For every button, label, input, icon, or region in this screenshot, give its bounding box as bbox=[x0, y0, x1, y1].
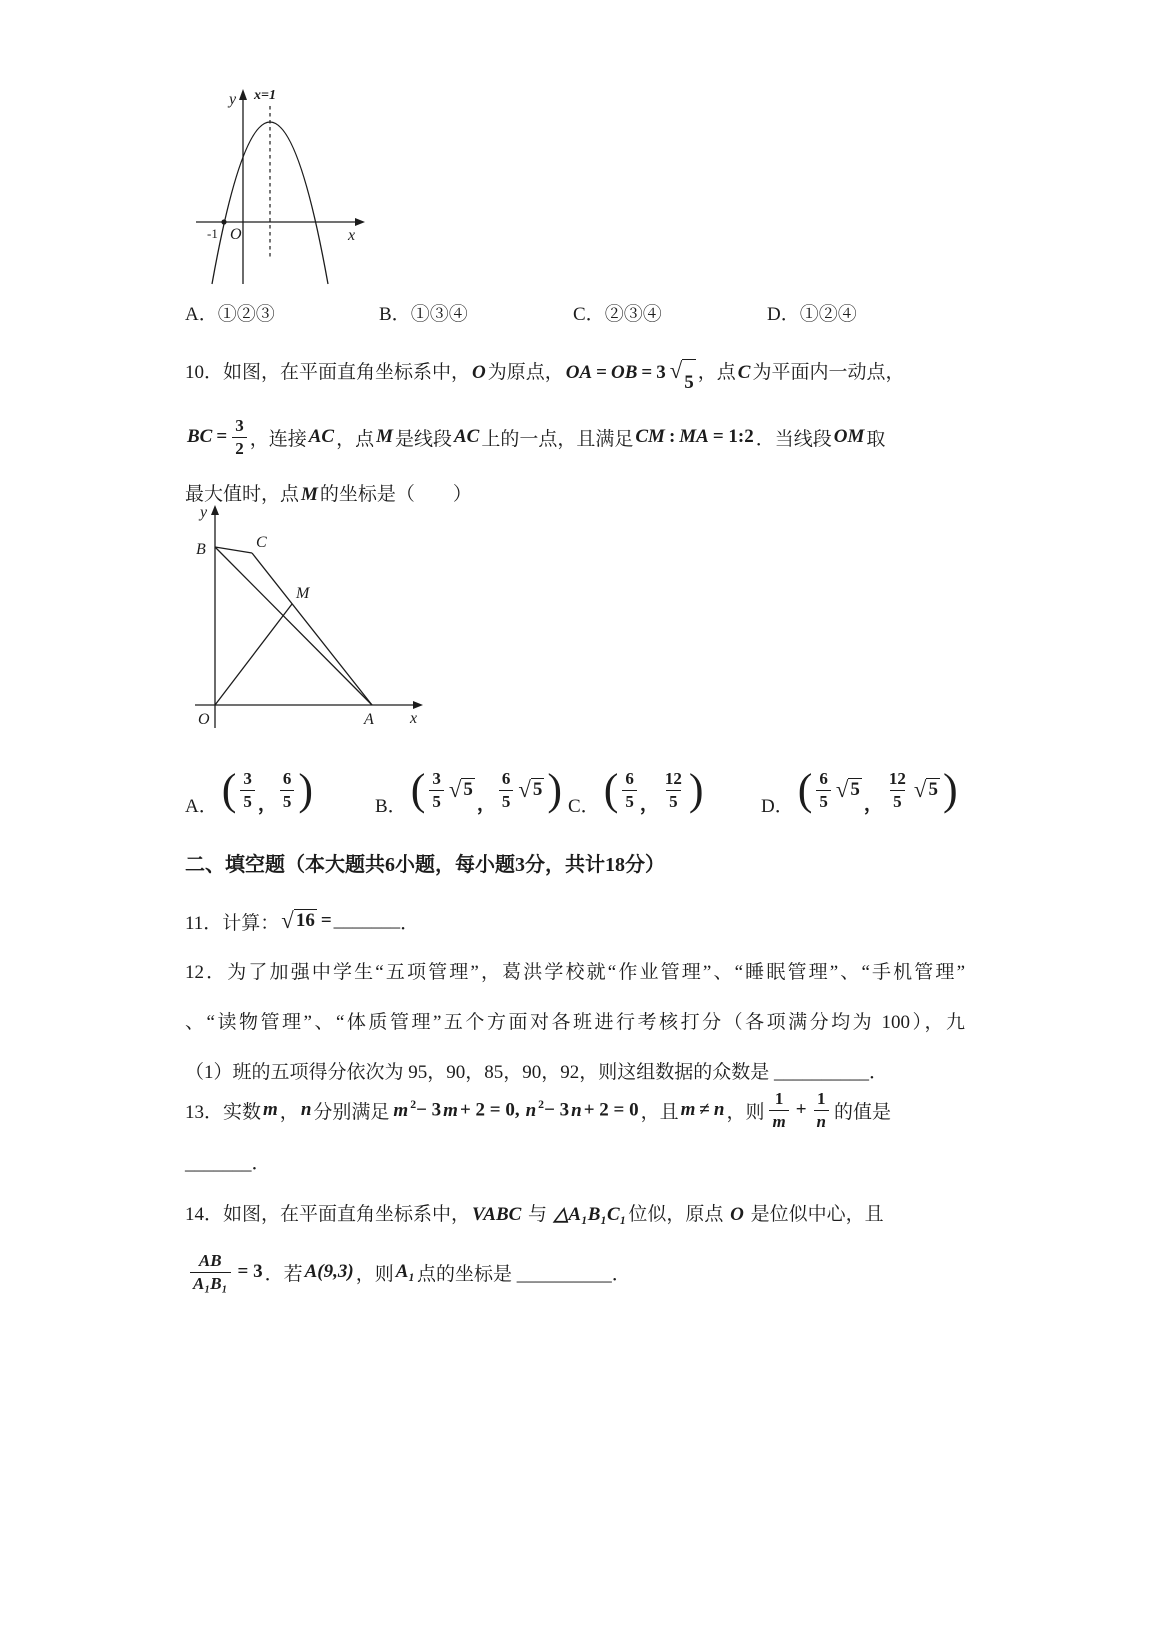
q13-text: 分别满足 bbox=[313, 1101, 390, 1123]
radical-icon: √ bbox=[448, 777, 462, 803]
q11-text: 11．计算： bbox=[185, 912, 280, 934]
fraction-denominator: 5 bbox=[429, 790, 444, 812]
q13-eq-part: + 2 = 0 bbox=[583, 1099, 639, 1121]
fig1-y-arrow-icon bbox=[239, 89, 247, 100]
fraction bbox=[767, 1088, 790, 1132]
open-paren: ( bbox=[221, 765, 237, 814]
fraction bbox=[662, 768, 685, 812]
fig1-neg-one-label: -1 bbox=[207, 226, 218, 241]
q10-eq: = bbox=[216, 426, 228, 447]
q14-line1 bbox=[185, 1192, 970, 1238]
fraction bbox=[429, 768, 444, 812]
fraction bbox=[886, 768, 909, 812]
q10-text: 取 bbox=[866, 428, 886, 450]
sqrt-expression bbox=[670, 359, 696, 406]
comma: ， bbox=[257, 794, 277, 815]
fraction-numerator: 6 bbox=[282, 769, 292, 789]
radical-icon: √ bbox=[669, 358, 683, 383]
q10-text: 最大值时，点 bbox=[185, 484, 300, 505]
q14-line2 bbox=[185, 1240, 631, 1304]
q13-var-m: m bbox=[263, 1099, 278, 1120]
q13-blank: _______ bbox=[185, 1153, 252, 1174]
q14-var-O: O bbox=[730, 1204, 744, 1225]
q9-option-c-text: ②③④ bbox=[604, 304, 662, 325]
q14-text: 14．如图，在平面直角坐标系中， bbox=[185, 1204, 471, 1225]
q9-option-b-label: B． bbox=[379, 304, 411, 325]
q10-var-BC: BC bbox=[187, 426, 213, 447]
q10-text: 为原点， bbox=[487, 362, 564, 383]
q9-option-b bbox=[379, 299, 573, 326]
q9-options-row bbox=[185, 299, 961, 326]
exponent: 2 bbox=[410, 1098, 417, 1112]
q12-line2: 、“读物管理”、“体质管理”五个方面对各班进行考核打分（各项满分均为 100），九 bbox=[185, 1012, 965, 1033]
fraction-numerator: 6 bbox=[819, 769, 828, 789]
q11-eq: = bbox=[320, 910, 332, 931]
q9-option-c bbox=[573, 299, 767, 326]
q14-text: 点的坐标是 __________． bbox=[417, 1263, 631, 1285]
q10-option-c bbox=[568, 758, 705, 822]
q13-var-m: m bbox=[680, 1099, 696, 1120]
fig2-x-arrow-icon bbox=[413, 701, 423, 709]
q10-var-M: M bbox=[376, 426, 393, 447]
q10-eq: = bbox=[596, 362, 607, 383]
q10-option-a-label: A． bbox=[185, 796, 218, 817]
fraction-numerator: 6 bbox=[625, 769, 634, 789]
q10-options-row bbox=[185, 758, 970, 824]
q14-point-a1: A₁ bbox=[395, 1261, 416, 1282]
q10-option-c-label: C． bbox=[568, 796, 600, 817]
q10-option-d bbox=[761, 758, 959, 822]
fig1-x-axis-label: x bbox=[348, 227, 356, 244]
plus-sign: + bbox=[795, 1099, 807, 1120]
fig2-point-b-label: B bbox=[196, 541, 206, 558]
q14-triangle-a1b1c1: △A₁B₁C₁ bbox=[553, 1204, 627, 1225]
fig-coordinate-triangle bbox=[186, 500, 436, 740]
q10-var-C: C bbox=[737, 362, 751, 383]
sqrt-expression bbox=[914, 778, 940, 802]
q10-text: 为平面内一动点， bbox=[752, 362, 905, 383]
q10-option-d-label: D． bbox=[761, 796, 794, 817]
q10-option-a bbox=[185, 758, 314, 822]
q10-var-M: M bbox=[301, 484, 318, 505]
q14-text: 与 bbox=[523, 1204, 552, 1225]
exponent: 2 bbox=[538, 1098, 545, 1112]
fig2-origin-label: O bbox=[198, 711, 210, 728]
fraction-denominator: A₁B₁ bbox=[190, 1272, 231, 1294]
fraction bbox=[499, 768, 514, 812]
fig1-origin-label: O bbox=[230, 226, 242, 243]
fraction bbox=[816, 768, 831, 812]
q13-neq: ≠ bbox=[699, 1099, 710, 1120]
sqrt-expression bbox=[836, 778, 862, 802]
q9-option-d bbox=[767, 299, 961, 326]
q13-var-m: m bbox=[393, 1099, 409, 1121]
fraction-numerator: AB bbox=[198, 1251, 222, 1271]
q13-text: 的值是 bbox=[833, 1101, 891, 1123]
fig2-point-c-label: C bbox=[256, 534, 267, 551]
fraction bbox=[240, 768, 255, 812]
fraction-denominator: 5 bbox=[890, 790, 905, 812]
q10-text: ．当线段 bbox=[755, 428, 832, 450]
q11 bbox=[185, 896, 419, 946]
fraction-denominator: 5 bbox=[499, 790, 514, 812]
fraction-numerator: 6 bbox=[501, 769, 511, 789]
fig2-segment-CA bbox=[252, 553, 372, 705]
fig1-x-arrow-icon bbox=[355, 218, 365, 226]
q13-var-m: m bbox=[443, 1099, 458, 1121]
q10-text: ，点 bbox=[336, 428, 375, 450]
q9-option-d-label: D． bbox=[767, 304, 800, 325]
comma: ， bbox=[639, 794, 659, 815]
fig2-y-arrow-icon bbox=[211, 505, 219, 515]
q10-var-OA: OA bbox=[565, 362, 593, 383]
q11-blank: _______ bbox=[333, 910, 401, 931]
radical-icon: √ bbox=[835, 777, 849, 803]
q14-eq: = 3 bbox=[237, 1261, 263, 1282]
q14-triangle-abc: VABC bbox=[472, 1204, 522, 1225]
q10-var-MA: MA bbox=[679, 426, 709, 447]
q13-eq-part: − 3 bbox=[544, 1099, 570, 1121]
fraction-denominator: 5 bbox=[240, 790, 255, 812]
open-paren: ( bbox=[603, 765, 619, 814]
fraction-numerator: 1 bbox=[774, 1089, 784, 1109]
fraction bbox=[622, 768, 637, 812]
radical-icon: √ bbox=[913, 777, 927, 803]
q13-equation-1 bbox=[391, 1098, 519, 1121]
q13-line1 bbox=[185, 1080, 891, 1140]
fraction-numerator: 1 bbox=[817, 1089, 826, 1109]
q13-text: 13．实数 bbox=[185, 1101, 262, 1123]
comma: ， bbox=[476, 794, 496, 815]
fig2-segment-BA bbox=[215, 547, 372, 705]
q10-var-CM: CM bbox=[635, 426, 665, 447]
fraction-denominator: n bbox=[814, 1110, 829, 1132]
close-paren: ) bbox=[547, 765, 563, 814]
q14-text: 位似，原点 bbox=[628, 1204, 729, 1225]
close-paren: ) bbox=[298, 765, 314, 814]
fraction-numerator: 3 bbox=[432, 769, 441, 789]
q10-line1 bbox=[185, 350, 970, 406]
q10-var-AC: AC bbox=[308, 426, 335, 447]
q14-text: ，则 bbox=[355, 1263, 394, 1285]
q9-option-a-text: ①②③ bbox=[217, 304, 275, 325]
radicand: 16 bbox=[295, 910, 315, 932]
fraction bbox=[812, 1088, 831, 1132]
fraction-numerator: 3 bbox=[235, 416, 244, 436]
q13-line2 bbox=[185, 1148, 271, 1175]
fig-parabola bbox=[186, 84, 386, 298]
q9-option-c-label: C． bbox=[573, 304, 605, 325]
q9-option-d-text: ①②④ bbox=[799, 304, 857, 325]
radicand: 5 bbox=[463, 779, 473, 801]
radicand: 5 bbox=[532, 779, 543, 801]
fraction-denominator: m bbox=[769, 1110, 788, 1132]
q11-period: ． bbox=[400, 912, 420, 934]
q13-eq-part: − 3 bbox=[416, 1099, 442, 1121]
q10-stem bbox=[185, 350, 970, 518]
q10-var-OB: OB bbox=[611, 362, 638, 383]
open-paren: ( bbox=[410, 765, 426, 814]
q13-var-n: n bbox=[525, 1099, 537, 1121]
fig1-vertical-line-label: x=1 bbox=[254, 88, 276, 103]
fig2-x-axis-label: x bbox=[410, 710, 418, 727]
q10-option-b bbox=[375, 758, 563, 822]
q9-option-a bbox=[185, 299, 379, 326]
q10-var-AC: AC bbox=[454, 426, 480, 447]
q10-text: 是线段 bbox=[394, 428, 452, 450]
sqrt-expression bbox=[518, 778, 544, 802]
q10-coef: 3 bbox=[656, 362, 666, 383]
q10-text: 上的一点，且满足 bbox=[481, 428, 634, 450]
radical-icon: √ bbox=[281, 908, 294, 934]
q10-text: 10．如图，在平面直角坐标系中， bbox=[185, 362, 471, 383]
radicand: 5 bbox=[928, 779, 938, 801]
close-paren: ) bbox=[688, 765, 704, 814]
fraction-denominator: 5 bbox=[280, 790, 295, 812]
q10-var-O: O bbox=[472, 362, 486, 383]
open-paren: ( bbox=[797, 765, 813, 814]
q13-text: ，则 bbox=[726, 1101, 765, 1123]
q12-line3: （1）班的五项得分依次为 95，90，85，90，92，则这组数据的众数是 __________． bbox=[185, 1062, 889, 1083]
fig1-y-axis-label: y bbox=[229, 91, 237, 108]
radicand: 5 bbox=[850, 779, 860, 801]
q10-option-b-label: B． bbox=[375, 796, 407, 817]
q13-equation-2 bbox=[524, 1098, 639, 1121]
sqrt-expression bbox=[449, 778, 475, 802]
fraction-denominator: 2 bbox=[232, 437, 247, 459]
fraction-numerator: 12 bbox=[664, 769, 682, 789]
fig2-point-m-label: M bbox=[296, 585, 310, 602]
comma: ， bbox=[863, 794, 883, 815]
q10-text: ，连接 bbox=[249, 428, 307, 450]
fig2-point-a-label: A bbox=[364, 711, 374, 728]
sqrt-expression bbox=[281, 909, 317, 933]
fig2-segment-OM bbox=[215, 604, 292, 705]
q13-var-n: n bbox=[571, 1099, 582, 1121]
q10-ratio: = 1:2 bbox=[712, 426, 754, 447]
q13-eq-part: + 2 = 0, bbox=[459, 1099, 520, 1121]
fraction-numerator: 12 bbox=[888, 769, 906, 789]
q10-line2 bbox=[185, 406, 970, 468]
fig2-y-axis-label: y bbox=[200, 504, 208, 521]
q10-text: ，点 bbox=[697, 362, 736, 383]
q13-var-n: n bbox=[713, 1099, 725, 1120]
q14-point-a: A(9,3) bbox=[304, 1261, 354, 1282]
q12 bbox=[185, 948, 965, 1098]
section-fill-blanks-header: 二、填空题（本大题共6小题，每小题3分，共计18分） bbox=[185, 854, 665, 876]
fraction bbox=[232, 415, 247, 459]
fraction-numerator: 3 bbox=[243, 769, 252, 789]
q13-comma: ， bbox=[279, 1101, 299, 1123]
fraction-denominator: 5 bbox=[666, 790, 681, 812]
q10-colon: : bbox=[668, 426, 676, 447]
fig1-parabola-curve bbox=[212, 122, 328, 284]
fraction bbox=[280, 768, 295, 812]
q14-text: 是位似中心，且 bbox=[745, 1204, 884, 1225]
q12-line1: 12．为了加强中学生“五项管理”，葛洪学校就“作业管理”、“睡眠管理”、“手机管理” bbox=[185, 962, 965, 983]
q10-var-OM: OM bbox=[833, 426, 865, 447]
q13-text: ，且 bbox=[640, 1101, 679, 1123]
q13-var-n: n bbox=[300, 1099, 312, 1120]
radicand: 5 bbox=[682, 359, 696, 406]
q14-text: ．若 bbox=[264, 1263, 303, 1285]
q10-text: 的坐标是（ ） bbox=[319, 484, 472, 505]
radical-icon: √ bbox=[518, 777, 531, 803]
q9-option-b-text: ①③④ bbox=[410, 304, 468, 325]
fraction bbox=[188, 1250, 233, 1294]
close-paren: ) bbox=[942, 765, 958, 814]
fraction-denominator: 5 bbox=[816, 790, 831, 812]
fig1-root-point bbox=[221, 219, 226, 224]
fraction-denominator: 5 bbox=[622, 790, 637, 812]
q9-option-a-label: A． bbox=[185, 304, 218, 325]
q13-period: ． bbox=[251, 1153, 271, 1174]
q10-eq: = bbox=[641, 362, 653, 383]
